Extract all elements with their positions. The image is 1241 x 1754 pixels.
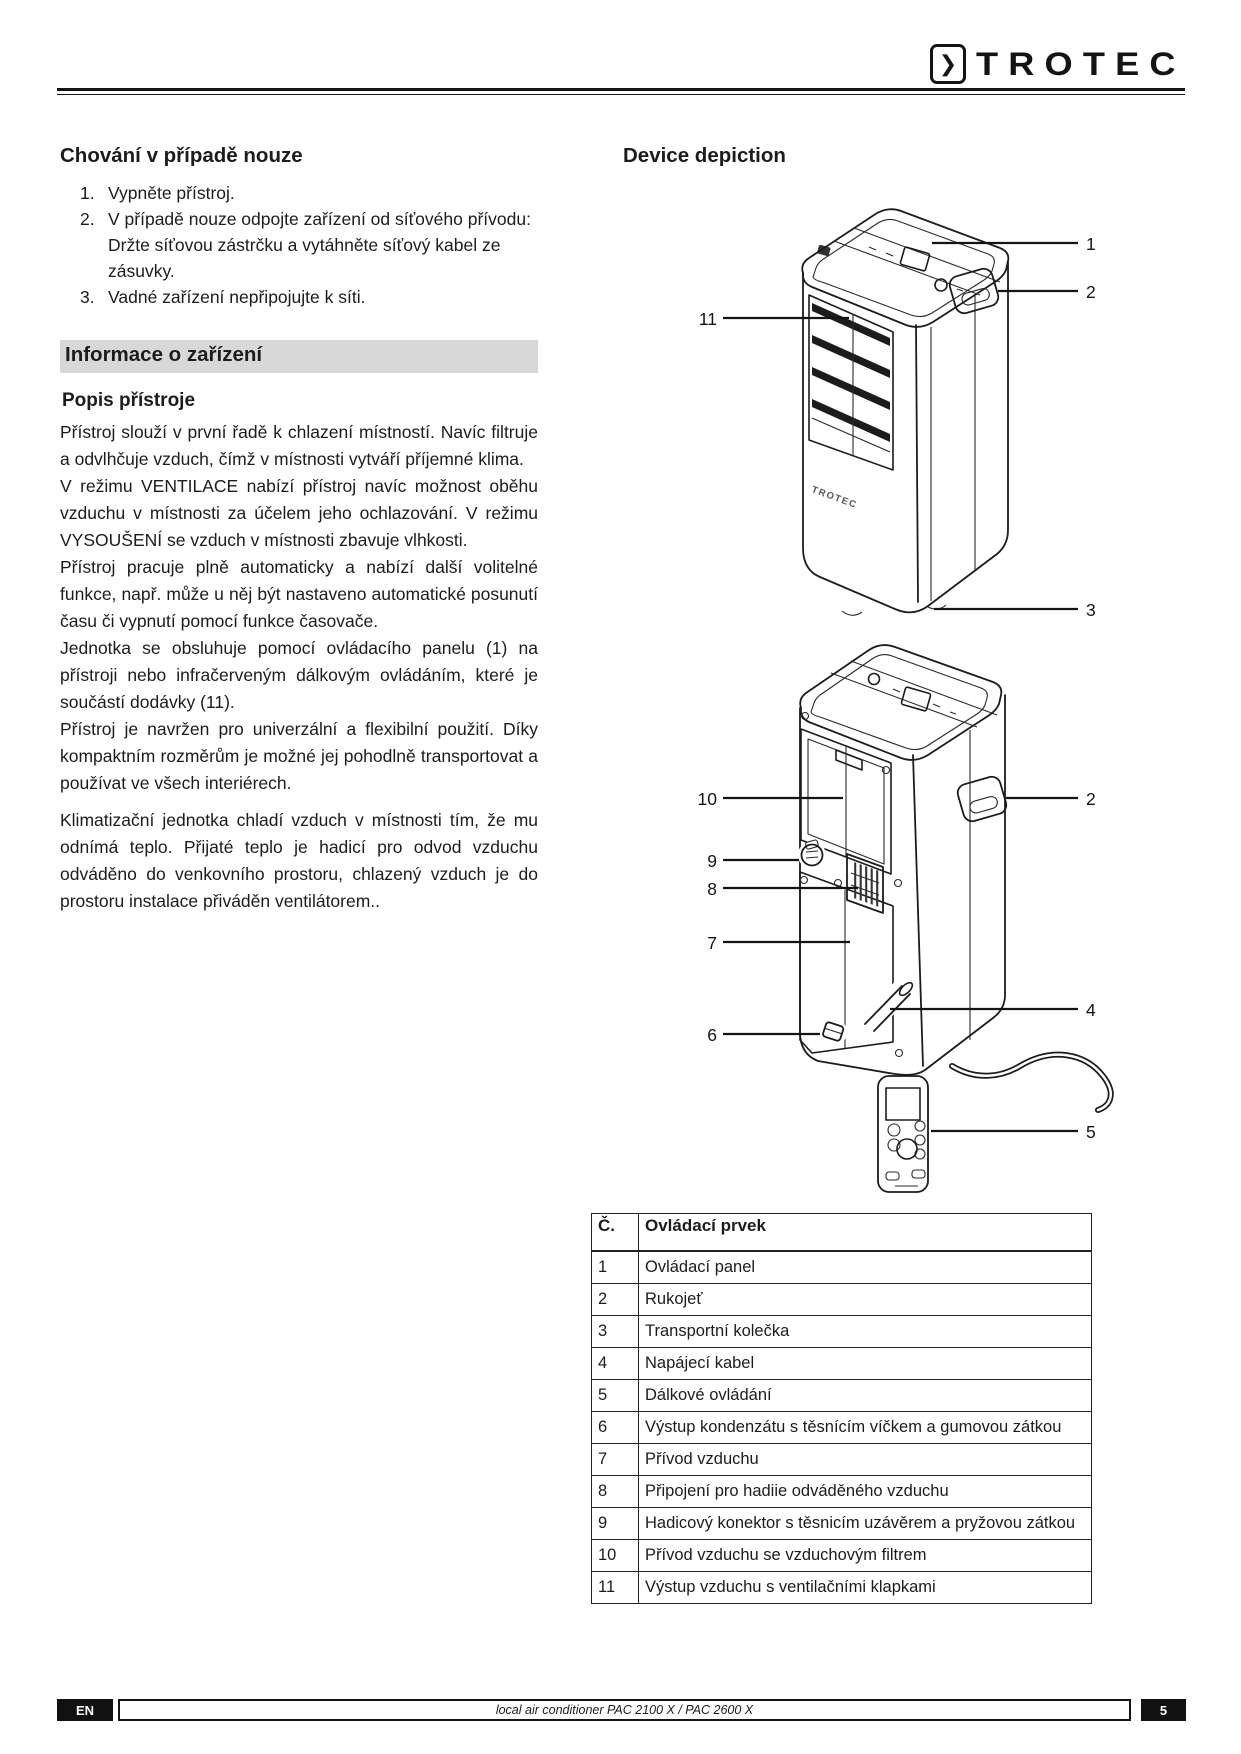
cell-label: Výstup kondenzátu s těsnícím víčkem a gumovou zátkou <box>639 1412 1092 1444</box>
cell-label: Ovládací panel <box>639 1251 1092 1284</box>
cell-label: Přívod vzduchu se vzduchovým filtrem <box>639 1540 1092 1572</box>
item-number: 3. <box>80 287 95 307</box>
paragraph: Přístroj je navržen pro univerzální a flexibilní použití. Díky kompaktním rozměrům je možné jej pohodlně transportovat a používat ve všech interiérech. <box>60 719 538 793</box>
callout-label-handle-rear: 2 <box>1086 789 1096 809</box>
cell-number: 1 <box>592 1251 639 1284</box>
item-text: V případě nouze odpojte zařízení od síťového přívodu: Držte síťovou zástrčku a vytáhněte síťový kabel ze zásuvky. <box>108 209 531 281</box>
info-section-banner: Informace o zařízení <box>60 340 538 373</box>
emergency-list <box>60 180 538 310</box>
callout-label-panel: 1 <box>1086 234 1096 254</box>
footer <box>0 1699 1241 1721</box>
list-item <box>60 206 538 284</box>
paragraph: Přístroj pracuje plně automaticky a nabízí další volitelné funkce, např. může u něj být nastaveno automatické posunutí času či vypnutí pomocí funkce časovače. <box>60 557 538 631</box>
brand-text: TROTEC <box>976 45 1186 82</box>
table-row <box>592 1540 1092 1572</box>
cell-label: Připojení pro hadiie odváděného vzduchu <box>639 1476 1092 1508</box>
callout-label-handle: 2 <box>1086 282 1096 302</box>
cell-number: 8 <box>592 1476 639 1508</box>
cell-label: Hadicový konektor s těsnicím uzávěrem a pryžovou zátkou <box>639 1508 1092 1540</box>
front-device-logo: TROTEC <box>809 484 859 512</box>
table-row <box>592 1380 1092 1412</box>
table-row <box>592 1444 1092 1476</box>
item-text: Vypněte přístroj. <box>108 183 235 203</box>
callout-label-condensate: 6 <box>707 1025 717 1045</box>
device-front-view <box>802 209 1008 615</box>
cell-number: 10 <box>592 1540 639 1572</box>
callout-label-remote: 5 <box>1086 1122 1096 1142</box>
chevron-icon: ❯ <box>930 44 966 84</box>
device-depiction-title: Device depiction <box>623 144 786 167</box>
paragraph: V režimu VENTILACE nabízí přístroj navíc možnost oběhu vzduchu v místnosti za účelem jeho ochlazování. V režimu VYSOUŠENÍ se vzduch v místnosti zbavuje vlhkosti. <box>60 476 538 550</box>
callout-label-filter-inlet: 10 <box>697 789 717 809</box>
cell-label: Výstup vzduchu s ventilačními klapkami <box>639 1572 1092 1604</box>
table-header-row <box>592 1214 1092 1252</box>
callout-label-hose-connector: 9 <box>707 851 717 871</box>
table-row <box>592 1251 1092 1284</box>
table-row <box>592 1412 1092 1444</box>
list-item <box>60 284 538 310</box>
callout-label-casters: 3 <box>1086 600 1096 620</box>
table-row <box>592 1284 1092 1316</box>
list-item <box>60 180 538 206</box>
cell-number: 11 <box>592 1572 639 1604</box>
emergency-title: Chování v případě nouze <box>60 144 303 167</box>
footer-title: local air conditioner PAC 2100 X / PAC 2600 X <box>118 1699 1131 1721</box>
paragraph: Klimatizační jednotka chladí vzduch v místnosti tím, že mu odnímá teplo. Přijaté teplo je hadicí pro odvod vzduchu odváděno do venkovního prostoru, chlazený vzduch je do prostoru instalace přiváděn ventilátorem.. <box>60 810 538 911</box>
table-row <box>592 1348 1092 1380</box>
cell-label: Napájecí kabel <box>639 1348 1092 1380</box>
paragraph: Přístroj slouží v první řadě k chlazení místností. Navíc filtruje a odvlhčuje vzduch, čímž v místnosti vytváří příjemné klima. <box>60 422 538 469</box>
description-title: Popis přístroje <box>62 390 196 411</box>
header-rule <box>57 88 1185 95</box>
device-rear-view <box>798 645 1111 1110</box>
footer-lang-badge: EN <box>57 1699 113 1721</box>
item-number: 2. <box>80 209 95 229</box>
callout-label-air-inlet: 7 <box>707 933 717 953</box>
remote-control <box>878 1076 928 1192</box>
cell-label: Dálkové ovládání <box>639 1380 1092 1412</box>
callout-label-air-outlet: 11 <box>698 309 717 329</box>
callout-label-power-cable: 4 <box>1086 1000 1096 1020</box>
cell-number: 2 <box>592 1284 639 1316</box>
table-header-label: Ovládací prvek <box>639 1214 1092 1252</box>
footer-page-badge: 5 <box>1141 1699 1186 1721</box>
table-row <box>592 1572 1092 1604</box>
cell-number: 9 <box>592 1508 639 1540</box>
table-row <box>592 1476 1092 1508</box>
cell-number: 3 <box>592 1316 639 1348</box>
cell-label: Transportní kolečka <box>639 1316 1092 1348</box>
left-column <box>60 144 538 915</box>
cell-label: Rukojeť <box>639 1284 1092 1316</box>
item-text: Vadné zařízení nepřipojujte k síti. <box>108 287 366 307</box>
table-row <box>592 1508 1092 1540</box>
cell-number: 6 <box>592 1412 639 1444</box>
cell-number: 7 <box>592 1444 639 1476</box>
paragraph: Jednotka se obsluhuje pomocí ovládacího panelu (1) na přístroji nebo infračerveným dálkovým ovládáním, které je součástí dodávky (11). <box>60 638 538 712</box>
cell-label: Přívod vzduchu <box>639 1444 1092 1476</box>
trotec-logo <box>930 44 1186 84</box>
parts-table <box>591 1213 1092 1604</box>
callout-label-hose-connection: 8 <box>707 879 717 899</box>
item-number: 1. <box>80 183 95 203</box>
table-row <box>592 1316 1092 1348</box>
cell-number: 5 <box>592 1380 639 1412</box>
device-diagram <box>560 170 1185 1210</box>
cell-number: 4 <box>592 1348 639 1380</box>
table-header-number: Č. <box>592 1214 639 1252</box>
